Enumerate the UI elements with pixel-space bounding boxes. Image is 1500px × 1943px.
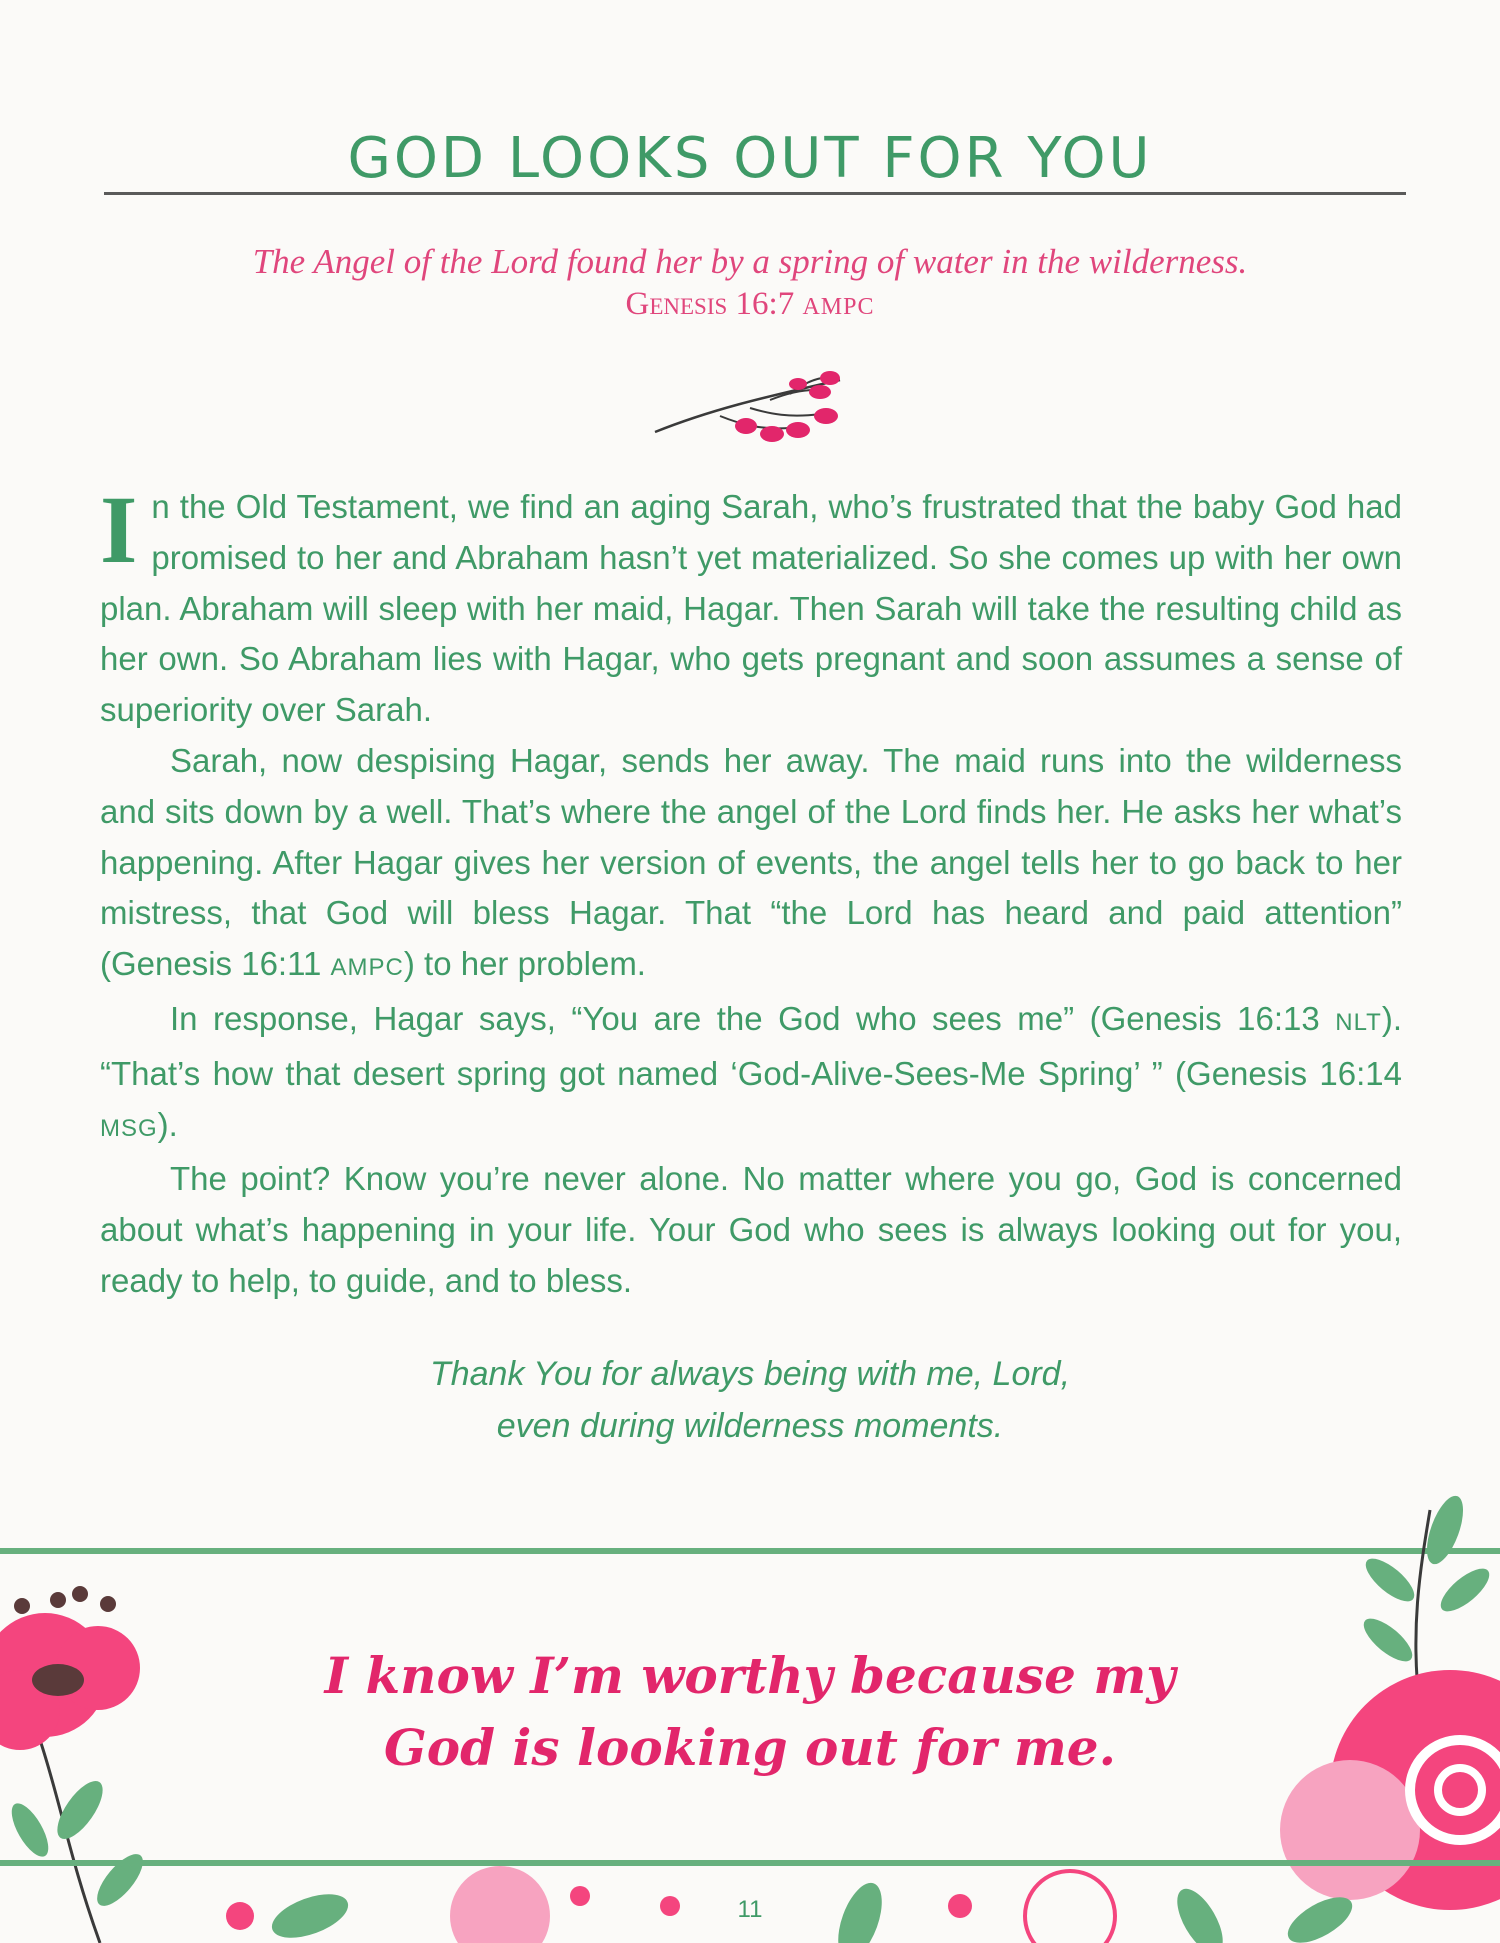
title-divider — [104, 192, 1406, 195]
affirmation — [0, 1640, 1500, 1784]
prayer-line-2: even during wilderness moments. — [496, 1407, 1004, 1445]
paragraph-3-end: ). — [157, 1105, 178, 1143]
bible-version: MSG — [100, 1114, 158, 1142]
verse-version: AMPC — [802, 294, 875, 320]
paragraph-3 — [100, 994, 1402, 1154]
verse-book: Genesis 16:7 — [625, 286, 795, 322]
verse-reference — [0, 286, 1500, 323]
sprig-ornament-icon — [650, 370, 860, 450]
paragraph-3-text: In response, Hagar says, “You are the God who sees me” (Genesis 16:13 — [170, 999, 1336, 1037]
bible-version: AMPC — [330, 954, 404, 982]
paragraph-4-text: The point? Know you’re never alone. No matter where you go, God is concerned about what’s happening in your life. Your God who sees is always looking out for you, ready to help, to guide, and to bless. — [100, 1160, 1402, 1299]
paragraph-2-text: Sarah, now despising Hagar, sends her away. The maid runs into the wilderness and sits down by a well. That’s where the angel of the Lord finds her. He asks her what’s happening. After Hagar gives her version of events, the angel tells her to go back to her mistress, that God will bless Hagar. That “the Lord has heard and paid attention” (Genesis 16:11 — [100, 741, 1402, 983]
paragraph-3-text: ). “That’s how that desert spring got named ‘God-Alive-Sees-Me Spring’ ” (Genesis 16:14 — [100, 999, 1402, 1092]
paragraph-2 — [100, 736, 1402, 994]
prayer — [0, 1348, 1500, 1452]
affirmation-line-2: God is looking out for me. — [384, 1718, 1116, 1777]
verse-quote: The Angel of the Lord found her by a spring of water in the wilderness. — [252, 242, 1248, 281]
bible-version: NLT — [1335, 1008, 1382, 1036]
paragraph-2-end: ) to her problem. — [403, 945, 646, 983]
paragraph-1 — [100, 476, 1402, 736]
paragraph-4 — [100, 1154, 1402, 1306]
paragraph-1-text: n the Old Testament, we find an aging Sarah, who’s frustrated that the baby God had promised to her and Abraham hasn’t yet materialized. So she comes up with her own plan. Abraham will sleep with her maid, Hagar. Then Sarah will take the resulting child as her own. So Abraham lies with Hagar, who gets pregnant and soon assumes a sense of superiority over Sarah. — [100, 488, 1402, 729]
prayer-line-1: Thank You for always being with me, Lord, — [429, 1355, 1071, 1393]
drop-cap: I — [100, 476, 138, 583]
affirmation-line-1: I know I’m worthy because my — [324, 1646, 1176, 1705]
scripture-verse — [0, 242, 1500, 323]
devotional-body — [100, 476, 1402, 1307]
page-title: GOD LOOKS OUT FOR YOU — [347, 125, 1153, 191]
page-number: 11 — [737, 1896, 763, 1923]
